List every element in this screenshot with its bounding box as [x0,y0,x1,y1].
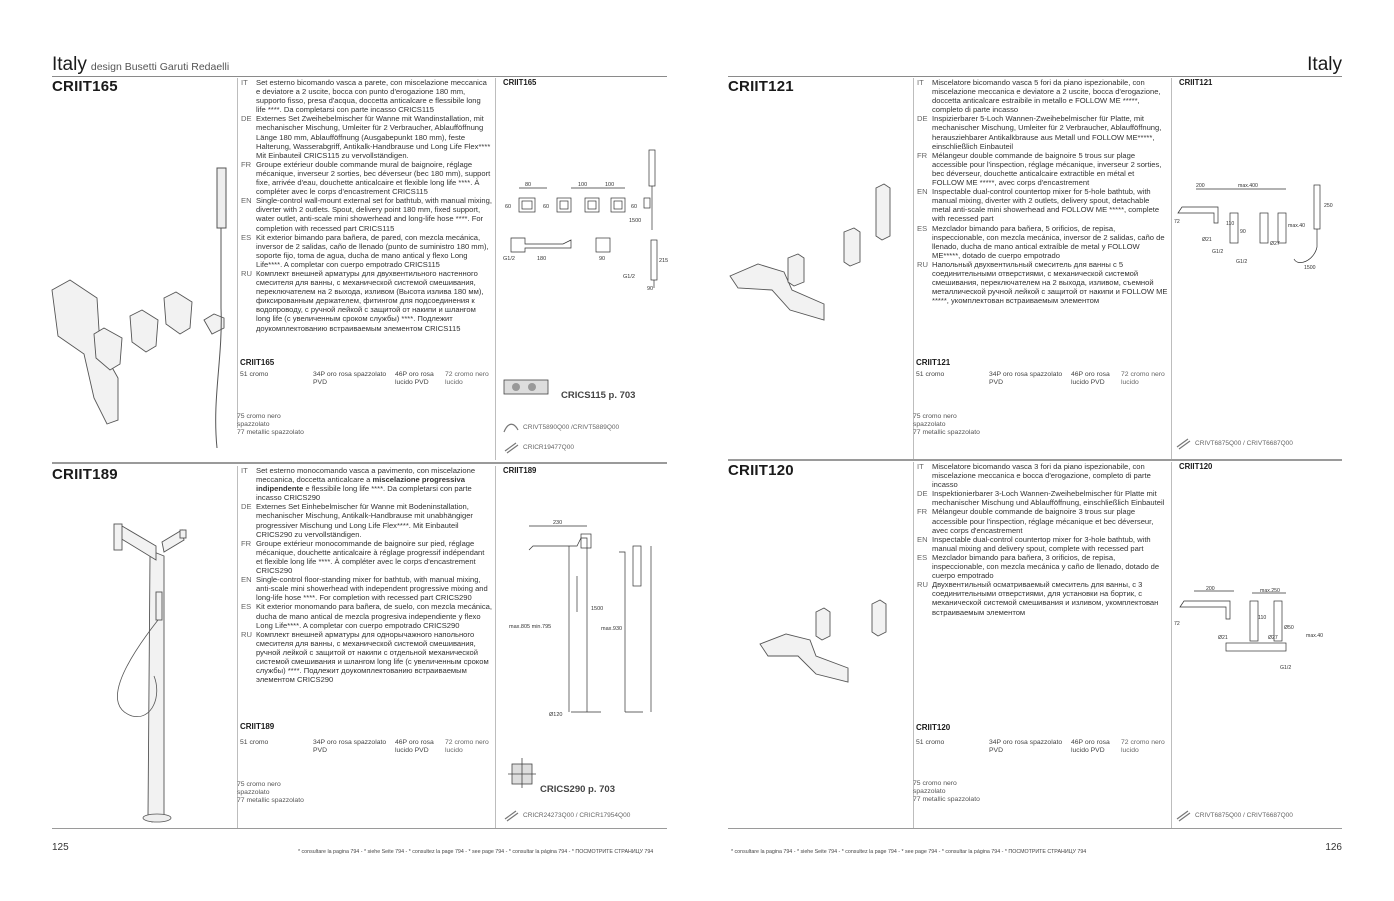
product-code: CRIIT189 [52,466,118,483]
footnote: * consultare la pagina 794 - * siehe Seite 794 - * consultez la page 794 - * see page 794 - * consultar la página 794 - * ПОСМОТРИТЕ СТРАНИЦУ 794 [731,849,1087,855]
product-block-criit189 [52,466,667,828]
finish-option: 72 cromo nero lucido [1121,371,1165,386]
description-en: EN Inspectable dual-control countertop mixer for 3-hole bathtub, with manual mixing and delivery spout, complete with recessed part [917,534,1151,553]
variant-code: CRIIT165 [240,358,275,367]
svg-text:G1/2: G1/2 [1212,249,1224,255]
description-de: DE Inspizierbarer 5-Loch Wannen-Zweihebelmischer für Platte, mit mechanischer Mischung, Umleiter für 2 Verbraucher, Ablaufföffnung, herausziehbarer Antikalkbrause aus Metall und FOLLOW ME*****, einschließlich Einbauteil [917,114,1162,151]
finish-option: 34P oro rosa spazzolato PVD [313,371,387,386]
svg-text:80: 80 [525,182,532,188]
description-it: IT Set esterno bicomando vasca a parete, con miscelazione meccanica e deviatore a 2 uscite, bocca con punto d'erogazione 180 mm, supporto fisso, presa d'acqua, doccetta anticalcare e flessibile long life ****. Da completarsi con parte incasso CRICS115 [241,78,487,115]
finish-option: 46P oro rosa lucido PVD [1071,739,1110,754]
technical-column [1171,462,1343,828]
product-block-criit121 [728,78,1343,460]
description-es: ES Kit exterior monomando para bañera, de suelo, con mezcla mecánica, ducha de mano antical de mezcla progresiva independiente y flexo Long Life****. A completar con cuerpo empotrado CRICS290 [241,602,492,630]
finish-list [916,371,1171,387]
finish-option: 51 cromo [240,371,269,378]
footnote: * consultare la pagina 794 - * siehe Seite 794 - * consultez la page 794 - * see page 794 - * consultar la página 794 - * ПОСМОТРИТЕ СТРАНИЦУ 794 [298,849,654,855]
product-code: CRIIT121 [728,78,794,95]
product-block-criit165 [52,78,667,460]
technical-column [495,466,667,828]
finish-list [240,739,495,755]
svg-text:max.400: max.400 [1238,183,1258,189]
extra-finishes: 75 cromo nero spazzolato 77 metallic spazzolato [913,413,980,436]
description-it: IT Miscelatore bicomando vasca 3 fori da piano ispezionabile, con miscelazione meccanica e bocca d'erogazione, completo di parte incasso [917,462,1151,490]
finish-option: 51 cromo [916,371,945,378]
footer-divider [52,828,667,829]
svg-text:max.805 min.795: max.805 min.795 [509,624,552,630]
description-de: DE Externes Set Zweihebelmischer für Wanne mit Wandinstallation, mit mechanischer Mischung, Umleiter für 2 Verbraucher, Ablaufföffnung Länge 180 mm, Ablaufföffnung (Ausgabepunkt 180 mm), feste Halterung, Wasserabgriff, Antikalk-Handbrause und Long Life Flex**** Mit Einbauteil CRICS115 zu vervollständigen. [241,114,491,160]
svg-text:max.40: max.40 [1306,633,1324,639]
right-page [697,0,1394,901]
spare-part-reference: CRICR24273Q00 / CRICR17954Q00 [502,808,630,822]
svg-text:G1/2: G1/2 [1280,665,1292,671]
description-en: EN Single-control floor-standing mixer for bathtub, with manual mixing, anti-scale mini showerhead with independent progressive mixing and long-life hose ****. For completion with recessed part CRICS290 [241,575,488,603]
description-it: IT Set esterno monocomando vasca a pavimento, con miscelazione meccanica, doccetta anticalcare a miscelazione progressiva indipendente e flessibile long life ****. Da completarsi con parte incasso CRICS290 [241,466,476,503]
svg-text:90: 90 [647,286,654,292]
page-number: 125 [52,842,69,853]
recessed-part-image [506,756,538,790]
footer-divider [728,828,1342,829]
technical-code: CRIIT120 [1179,462,1213,471]
description-column [913,78,1168,460]
svg-text:110: 110 [1226,221,1235,227]
finish-option: 46P oro rosa lucido PVD [395,739,434,754]
svg-text:90: 90 [599,256,606,262]
technical-drawing [501,140,669,292]
designer-credit: design Busetti Garuti Redaelli [90,61,230,73]
spare-part-reference: CRIVT6875Q00 / CRIVT6687Q00 [1174,436,1293,450]
svg-text:100: 100 [605,182,615,188]
svg-text:60: 60 [631,204,638,210]
svg-text:72: 72 [1174,219,1180,225]
extra-finishes: 75 cromo nero spazzolato 77 metallic spazzolato [237,413,304,436]
description-column [913,462,1168,828]
technical-drawing [501,516,666,726]
svg-text:G1/2: G1/2 [623,274,635,280]
description-ru: RU Комплект внешней арматуры для двухвентильного настенного смесителя для ванны, с механической системой смешивания, переключателем на 2 выхода, изливом (Высота излива 180 мм), фиксированным держателем, фитингом для подсоединения к водопроводу, с ручной лейкой с защитой от накипи и шлангом long life (с увеличенным сроком службы) ****. Подлежит доукомплектованию встраиваемым элементом CRICS115 [241,268,484,333]
svg-text:180: 180 [537,256,547,262]
variant-code: CRIIT121 [916,358,951,367]
header-divider [52,76,667,77]
header-divider [728,76,1342,77]
svg-text:60: 60 [543,204,550,210]
svg-text:Ø27: Ø27 [1270,241,1280,247]
svg-text:200: 200 [1206,586,1215,592]
description-es: ES Mezclador bimando para bañera, 3 orificios, de repisa, inspeccionable, con mezcla mecánica y caño de llenado, dotado de cuerpo empotrado [917,552,1160,581]
cartridge-icon [1174,436,1192,450]
svg-text:215: 215 [659,258,669,264]
section-divider [52,462,667,464]
svg-text:Ø50: Ø50 [1284,625,1294,631]
finish-list [916,739,1171,755]
finish-option: 46P oro rosa lucido PVD [1071,371,1110,386]
product-image [52,158,232,458]
right-header [1307,54,1342,76]
svg-text:250: 250 [1324,203,1333,209]
technical-code: CRIIT165 [503,78,537,87]
section-divider [728,459,1342,461]
recessed-part-reference: CRICS115 p. 703 [561,390,636,401]
finish-option: 51 cromo [916,739,945,746]
svg-text:Ø27: Ø27 [1268,635,1278,641]
product-image [728,178,908,338]
svg-text:G1/2: G1/2 [1236,259,1248,265]
svg-text:max.250: max.250 [1260,588,1280,594]
description-fr: FR Groupe extérieur monocommande de baignoire sur pied, réglage mécanique, douchette anticalcaire à réglage progressif indépendant et flexible long life ****. À compléter avec le corps d'encastrement CRICS290 [241,538,485,576]
description-column [237,466,492,828]
svg-text:1500: 1500 [1304,265,1316,271]
cartridge-icon [502,808,520,822]
svg-text:Ø120: Ø120 [549,712,563,718]
description-de: DE Inspektionierbarer 3-Loch Wannen-Zweihebelmischer für Platte mit mechanischer Mischung und Ablaufföffnung, einschließlich Einbauteil [917,489,1165,508]
description-fr: FR Mélangeur double commande de baignoire 5 trous sur plage accessible pour l'inspection, réglage mécanique, inverseur 2 sorties, bec déverseur, douchette anticalcaire extractible en métal et FOLLOW ME *****, avec corps d'encastrement [917,150,1162,188]
description-fr: FR Mélangeur double commande de baignoire 3 trous sur plage accessible pour l'inspection, réglage mécanique et bec déverseur, avec corps d'encastrement [917,507,1154,535]
svg-text:1500: 1500 [629,218,642,224]
recessed-part-image [502,374,552,400]
product-code: CRIIT165 [52,78,118,95]
svg-text:100: 100 [578,182,588,188]
description-it: IT Miscelatore bicomando vasca 5 fori da piano ispezionabile, con miscelazione meccanica e deviatore a 2 uscite, bocca d'erogazione, doccetta anticalcare estraibile in metallo e FOLLOW ME *****, completo di parte incasso [917,78,1161,115]
spare-part-reference: CRIVT5890Q00 /CRIVT5889Q00 [502,420,619,434]
technical-column [1171,78,1343,460]
description-ru: RU Напольный двухвентильный смеситель для ванны с 5 соединительными отверстиями, с механической системой смешивания, переключателем на 2 выхода, изливом, съемной металлической ручной лейкой с защитой от накипи и FOLLOW ME *****, укомплектован встраиваемым элементом [917,259,1168,306]
left-header [52,54,229,76]
svg-text:72: 72 [1174,621,1180,627]
technical-code: CRIIT189 [503,466,537,475]
page-number: 126 [1325,842,1342,853]
product-image [756,592,896,692]
svg-text:60: 60 [505,204,512,210]
finish-option: 72 cromo nero lucido [445,371,489,386]
svg-text:230: 230 [553,520,563,526]
extra-finishes: 75 cromo nero spazzolato 77 metallic spazzolato [913,780,980,803]
extra-finishes: 75 cromo nero spazzolato 77 metallic spazzolato [237,781,304,804]
technical-drawing [1174,183,1339,293]
svg-text:110: 110 [1258,615,1267,621]
variant-code: CRIIT120 [916,723,951,732]
finish-option: 51 cromo [240,739,269,746]
svg-text:90: 90 [1240,229,1246,235]
collection-title: Italy [1307,54,1342,75]
description-es: ES Mezclador bimando para bañera, 5 orificios, de repisa, inspeccionable, con mezcla mecánica, inversor de 2 salidas, caño de llenado, ducha de mano antical extraíble de metal y FOLLOW ME*****, dotado de cuerpo empotrado [917,223,1165,260]
svg-text:max.40: max.40 [1288,223,1306,229]
svg-text:Ø21: Ø21 [1218,635,1228,641]
description-fr: FR Groupe extérieur double commande mural de baignoire, réglage mécanique, inverseur 2 sorties, bec déverseur (bec 180 mm), support fixe, arrivée d'eau, douchette anticalcaire et flexible long life ****. À compléter avec le corps d'encastrement CRICS115 [241,159,491,197]
svg-text:max.930: max.930 [601,626,623,632]
hose-icon [502,420,520,434]
finish-list [240,371,495,387]
svg-text:G1/2: G1/2 [503,256,515,262]
description-ru: RU Комплект внешней арматуры для однорычажного напольного смесителя для ванны, с механической системой смешивания, ручной лейкой с защитой от накипи с отдельной механической системой смешивания и шлангом long life (с увеличенным сроком службы) ****. Подлежит доукомплектованию встраиваемым элементом CRICS290 [241,629,489,685]
description-ru: RU Двухвентильный осматриваемый смеситель для ванны, с 3 соединительными отверстиями, для установки на бортик, с механической системой смешивания и изливом, укомплектован встраиваемым элементом [917,580,1159,617]
variant-code: CRIIT189 [240,722,275,731]
svg-text:200: 200 [1196,183,1205,189]
cartridge-icon [1174,808,1192,822]
finish-option: 34P oro rosa spazzolato PVD [989,371,1063,386]
spare-part-reference: CRIVT6875Q00 / CRIVT6687Q00 [1174,808,1293,822]
collection-title: Italy [52,54,87,75]
description-en: EN Inspectable dual-control countertop mixer for 5-hole bathtub, with manual mixing, diverter with 2 outlets, delivery spout, detachable metal anti-scale mini showerhead and FOLLOW ME *****, complete with recessed part [917,187,1160,224]
svg-text:Ø21: Ø21 [1202,237,1212,243]
product-block-criit120 [728,462,1343,828]
svg-text:1500: 1500 [591,606,604,612]
finish-option: 72 cromo nero lucido [1121,739,1165,754]
technical-code: CRIIT121 [1179,78,1213,87]
technical-drawing [1174,587,1339,677]
technical-column [495,78,667,460]
description-de: DE Externes Set Einhebelmischer für Wanne mit Bodeninstallation, mechanischer Mischung, Antikalk-Handbrause mit unabhängiger progressiver Mischung und Long Life Flex****. Mit Einbauteil CRICS290 zu vervollständigen. [241,502,473,539]
product-code: CRIIT120 [728,462,794,479]
finish-option: 34P oro rosa spazzolato PVD [313,739,387,754]
description-en: EN Single-control wall-mount external set for bathtub, with manual mixing, diverter with 2 outlets. Spout, delivery point 180 mm, fixed support, water outlet, anti-scale mini showerhead and long-life hose ****. For completion with recessed part CRICS115 [241,196,492,233]
recessed-part-reference: CRICS290 p. 703 [540,784,615,795]
description-es: ES Kit exterior bimando para bañera, de pared, con mezcla mecánica, inversor de 2 salidas, caño de llenado (punto de suministro 180 mm), soporte fijo, toma de agua, ducha de mano antical y flexo Long Life****. A completar con cuerpo empotrado CRICS115 [241,232,489,269]
finish-option: 72 cromo nero lucido [445,739,489,754]
finish-option: 46P oro rosa lucido PVD [395,371,434,386]
product-image [92,516,232,826]
finish-option: 34P oro rosa spazzolato PVD [989,739,1063,754]
cartridge-icon [502,440,520,454]
spare-part-reference: CRICR19477Q00 [502,440,574,454]
